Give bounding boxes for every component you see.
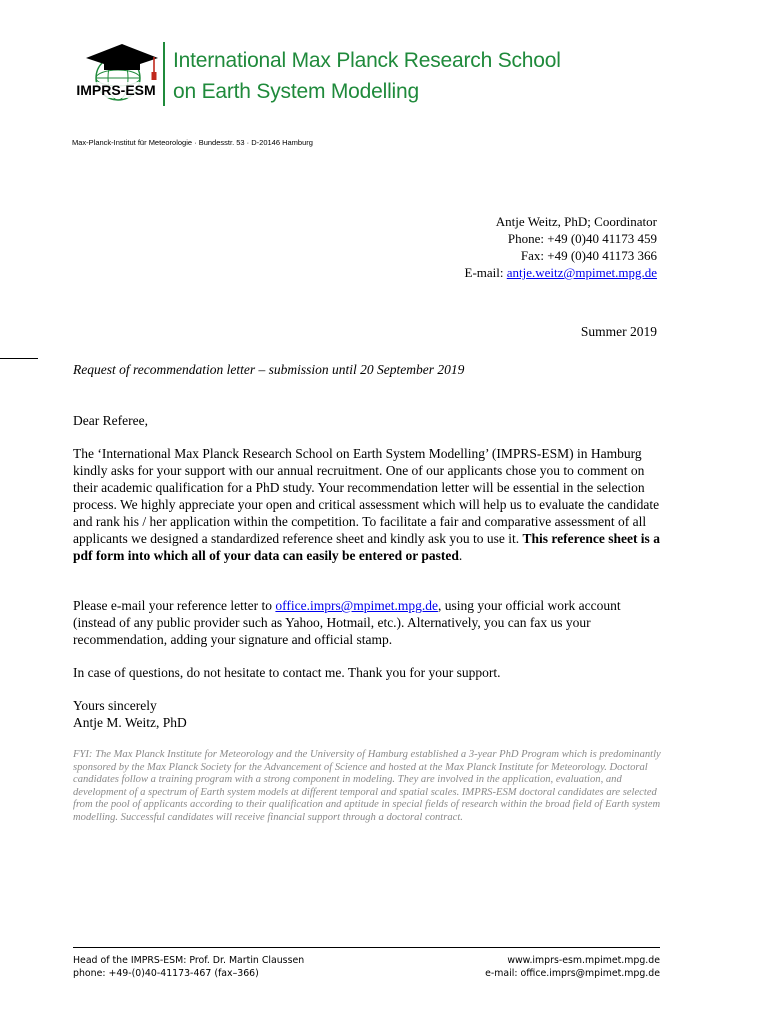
footer-email[interactable]: e-mail: office.imprs@mpimet.mpg.de <box>485 968 660 979</box>
footer-website[interactable]: www.imprs-esm.mpimet.mpg.de <box>507 955 660 966</box>
footer-head: Head of the IMPRS-ESM: Prof. Dr. Martin Claussen <box>73 955 305 966</box>
contact-name: Antje Weitz, PhD; Coordinator <box>495 214 657 229</box>
paragraph-1-text: The ‘International Max Planck Research School on Earth System Modelling’ (IMPRS-ESM) in Hamburg kindly asks for your support with our annual recruitment. One of our applicants chose you to comment on their academic qualification for a PhD study. Your recommendation letter will be essential in the selection process. We highly appreciate your open and critical assessment which will help us to evaluate the candidate and rank his / her application within the competition. To facilitate a fair and comparative assessment of all applicants we designed a standardized reference sheet and kindly ask you to use it. <box>73 446 660 546</box>
school-name-line2: on Earth System Modelling <box>173 80 419 103</box>
body-paragraph-2 <box>73 597 663 648</box>
closing: Yours sincerely <box>73 698 157 713</box>
letter-date: Summer 2019 <box>580 324 657 339</box>
paragraph-1-end: . <box>458 548 463 563</box>
contact-phone: Phone: +49 (0)40 41173 459 <box>507 231 657 246</box>
footer-rule <box>73 947 660 948</box>
signature-name: Antje M. Weitz, PhD <box>73 715 187 730</box>
imprs-esm-logo <box>66 38 166 106</box>
contact-email-label: E-mail: <box>464 265 507 280</box>
body-paragraph-1 <box>73 445 663 564</box>
footer-phone: phone: +49-(0)40-41173-467 (fax–366) <box>73 968 259 979</box>
paragraph-2-rest: , using your official work account (instead of any public provider such as Yahoo, Hotmail, etc.). Alternatively, you can fax us your recommendation, adding your signature and official stamp. <box>73 598 621 647</box>
svg-text:IMPRS-ESM: IMPRS-ESM <box>76 82 156 98</box>
fyi-note: FYI: The Max Planck Institute for Meteorology and the University of Hamburg established a 3-year PhD Program which is predominantly sponsored by the Max Planck Society for the Advancement of Science and hosted at the Max Planck Institute for Meteorology. Doctoral candidates follow a training program with a strong component in modeling. They are involved in the application, evaluation, and development of a spectrum of Earth system models at different temporal and spatial scales. IMPRS-ESM doctoral candidates are selected from the pool of applicants according to their qualification and aptitude in special fields of research within the broad field of Earth system modelling. Successful candidates will receive financial support through a doctoral contract. <box>73 749 661 823</box>
body-paragraph-3: In case of questions, do not hesitate to contact me. Thank you for your support. <box>73 665 501 680</box>
fold-mark <box>0 358 38 359</box>
contact-email-line <box>465 264 658 281</box>
contact-fax: Fax: +49 (0)40 41173 366 <box>520 248 657 263</box>
logo-divider <box>163 42 165 106</box>
paragraph-2-start: Please e-mail your reference letter to <box>73 598 276 613</box>
contact-email-link[interactable]: antje.weitz@mpimet.mpg.de <box>506 265 657 280</box>
letter-subject: Request of recommendation letter – submission until 20 September 2019 <box>73 362 465 377</box>
school-name-line1: International Max Planck Research School <box>173 49 561 72</box>
office-email-link[interactable]: office.imprs@mpimet.mpg.de <box>275 598 438 613</box>
institute-address: Max-Planck-Institut für Meteorologie · Bundesstr. 53 · D-20146 Hamburg <box>72 138 313 147</box>
paragraph-1-bold: This reference sheet is a pdf form into which all of your data can easily be entered or pasted <box>73 531 660 563</box>
salutation: Dear Referee, <box>73 413 148 428</box>
